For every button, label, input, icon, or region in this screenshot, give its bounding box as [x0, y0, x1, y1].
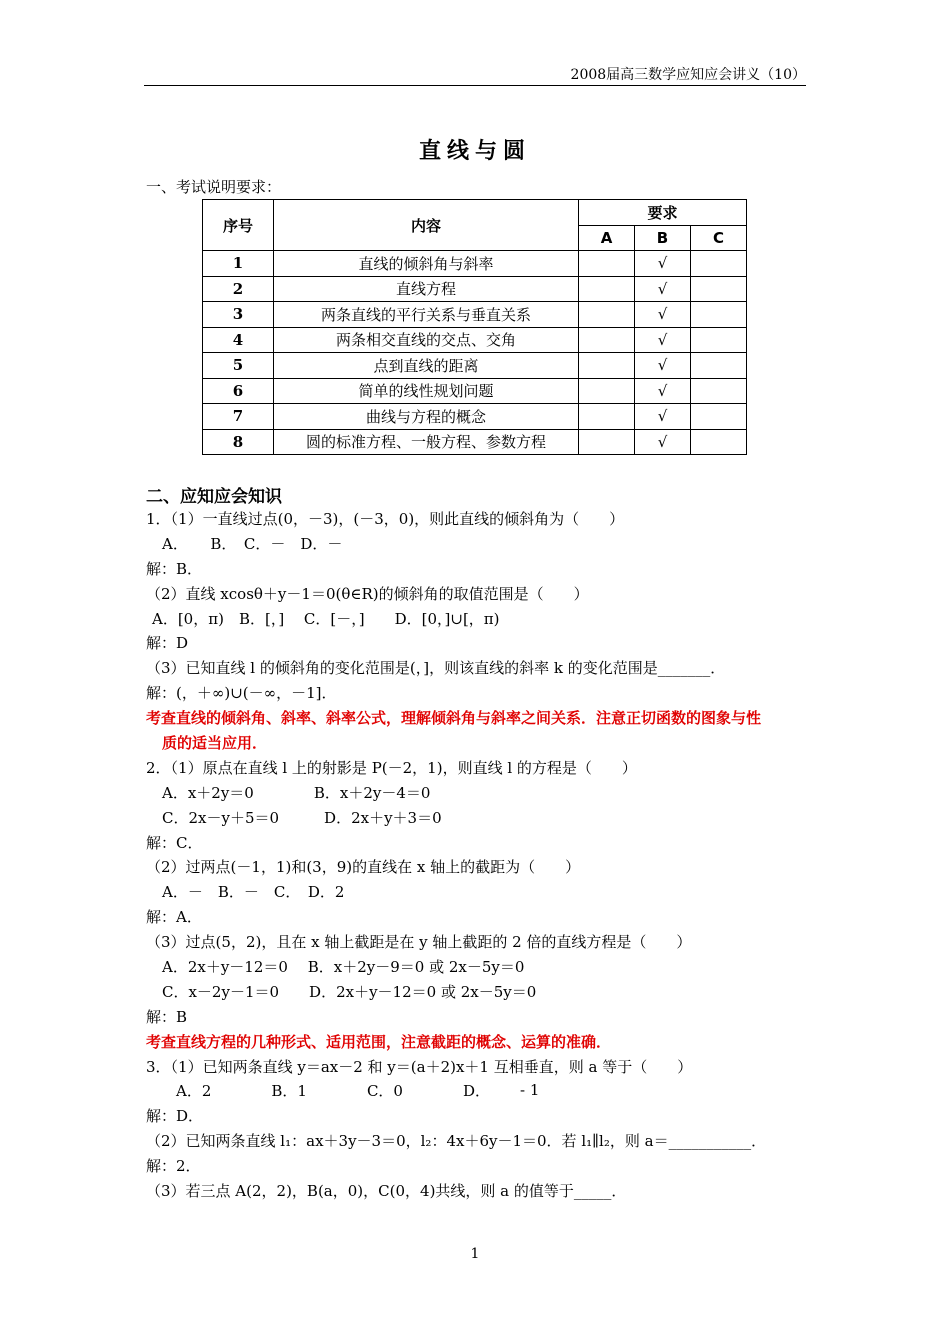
highlight-note: 考查直线的倾斜角、斜率、斜率公式，理解倾斜角与斜率之间关系．注意正切函数的图象与性 — [146, 709, 762, 728]
text-line: 3．（1）已知两条直线 y＝ax－2 和 y＝(a＋2)x＋1 互相垂直，则 a 等于（ ） — [146, 1057, 693, 1076]
requirements-table — [202, 199, 747, 455]
row-a — [579, 327, 635, 353]
highlight-note: 考查直线方程的几种形式、适用范围，注意截距的概念、运算的准确． — [146, 1032, 612, 1051]
row-index: 4 — [203, 327, 274, 353]
row-index: 5 — [203, 353, 274, 379]
text-line: 解：B — [146, 1007, 188, 1026]
section-heading-requirements: 一、考试说明要求： — [146, 178, 282, 196]
row-c — [691, 302, 747, 328]
text-line: （3）若三点 A(2，2)，B(a，0)，C(0，4)共线，则 a 的值等于_____． — [146, 1182, 627, 1201]
text-line: （3）过点(5，2)，且在 x 轴上截距是在 y 轴上截距的 2 倍的直线方程是（ ） — [146, 933, 692, 952]
column-header-a: A — [579, 225, 635, 251]
text-line: A．[0，π) B．[，] C．[－，] D．[0，]∪[，π) — [152, 609, 500, 628]
text-line: （2）直线 xcosθ＋y－1＝0(θ∈R)的倾斜角的取值范围是（ ） — [146, 584, 589, 603]
text-line: （3）已知直线 l 的倾斜角的变化范围是(，]，则该直线的斜率 k 的变化范围是_______． — [146, 659, 726, 678]
page-number: 1 — [470, 1246, 480, 1262]
table-row — [203, 276, 747, 302]
row-c — [691, 276, 747, 302]
row-index: 6 — [203, 378, 274, 404]
text-line: 解：D． — [146, 1107, 204, 1126]
row-b: √ — [635, 378, 691, 404]
row-content: 圆的标准方程、一般方程、参数方程 — [274, 429, 579, 455]
text-line: A．2x＋y－12＝0 B．x＋2y－9＝0 或 2x－5y＝0 — [162, 958, 525, 977]
text-line: A．x＋2y＝0 B．x＋2y－4＝0 — [162, 783, 431, 802]
highlight-note: 质的适当应用． — [162, 734, 268, 753]
table-header-row — [203, 200, 747, 226]
row-c — [691, 404, 747, 430]
row-content: 两条直线的平行关系与垂直关系 — [274, 302, 579, 328]
row-c — [691, 327, 747, 353]
table-row — [203, 404, 747, 430]
row-index: 8 — [203, 429, 274, 455]
table-row — [203, 378, 747, 404]
text-line: 解：(，＋∞)∪(－∞，－1]． — [146, 684, 337, 703]
row-content: 直线的倾斜角与斜率 — [274, 251, 579, 277]
row-content: 两条相交直线的交点、交角 — [274, 327, 579, 353]
text-line: 2．（1）原点在直线 l 上的射影是 P(－2，1)，则直线 l 的方程是（ ） — [146, 758, 637, 777]
row-b: √ — [635, 404, 691, 430]
row-c — [691, 429, 747, 455]
row-a — [579, 429, 635, 455]
row-c — [691, 378, 747, 404]
column-header-index: 序号 — [203, 200, 274, 251]
row-index: 1 — [203, 251, 274, 277]
text-line: C．x－2y－1＝0 D．2x＋y－12＝0 或 2x－5y＝0 — [162, 982, 537, 1001]
text-line: 解：A． — [146, 908, 202, 927]
row-c — [691, 251, 747, 277]
text-line: 解：2． — [146, 1157, 201, 1176]
row-a — [579, 251, 635, 277]
header-rule — [144, 85, 806, 86]
text-line: 解：C． — [146, 833, 203, 852]
text-line: （2）过两点(－1，1)和(3，9)的直线在 x 轴上的截距为（ ） — [146, 858, 581, 877]
row-a — [579, 378, 635, 404]
column-header-requirement: 要求 — [579, 200, 747, 226]
text-line: C．2x－y＋5＝0 D．2x＋y＋3＝0 — [162, 808, 442, 827]
row-b: √ — [635, 276, 691, 302]
row-index: 2 — [203, 276, 274, 302]
row-b: √ — [635, 327, 691, 353]
row-content: 简单的线性规划问题 — [274, 378, 579, 404]
table-row — [203, 302, 747, 328]
column-header-c: C — [691, 225, 747, 251]
row-c — [691, 353, 747, 379]
column-header-content: 内容 — [274, 200, 579, 251]
row-b: √ — [635, 429, 691, 455]
row-index: 3 — [203, 302, 274, 328]
table-row — [203, 353, 747, 379]
column-header-b: B — [635, 225, 691, 251]
row-content: 曲线与方程的概念 — [274, 404, 579, 430]
table-body — [203, 251, 747, 455]
text-line: A．－ B．－ C． D．2 — [162, 883, 345, 902]
body-text — [146, 507, 816, 1204]
row-content: 直线方程 — [274, 276, 579, 302]
running-header: 2008届高三数学应知应会讲义（10） — [570, 67, 806, 83]
row-index: 7 — [203, 404, 274, 430]
section-heading-knowledge: 二、应知应会知识 — [146, 487, 282, 507]
text-line: A． B． C．－ D．－ — [162, 534, 343, 553]
text-line: 1．（1）一直线过点(0，－3)，(－3，0)，则此直线的倾斜角为（ ） — [146, 510, 625, 528]
row-b: √ — [635, 353, 691, 379]
table-row — [203, 251, 747, 277]
row-a — [579, 302, 635, 328]
row-b: √ — [635, 251, 691, 277]
text-line: A．2 B．1 C．0 D． — [176, 1082, 490, 1101]
text-line: 解：B． — [146, 559, 203, 578]
page-title: 直线与圆 — [418, 139, 531, 164]
inline-page-mark: - 1 — [520, 1081, 540, 1099]
table-row — [203, 327, 747, 353]
row-a — [579, 404, 635, 430]
row-b: √ — [635, 302, 691, 328]
row-content: 点到直线的距离 — [274, 353, 579, 379]
text-line: （2）已知两条直线 l₁：ax＋3y－3＝0，l₂：4x＋6y－1＝0．若 l₁∥l₂，则 a＝___________． — [146, 1132, 767, 1151]
row-a — [579, 276, 635, 302]
row-a — [579, 353, 635, 379]
table-row — [203, 429, 747, 455]
text-line: 解：D — [146, 634, 189, 653]
